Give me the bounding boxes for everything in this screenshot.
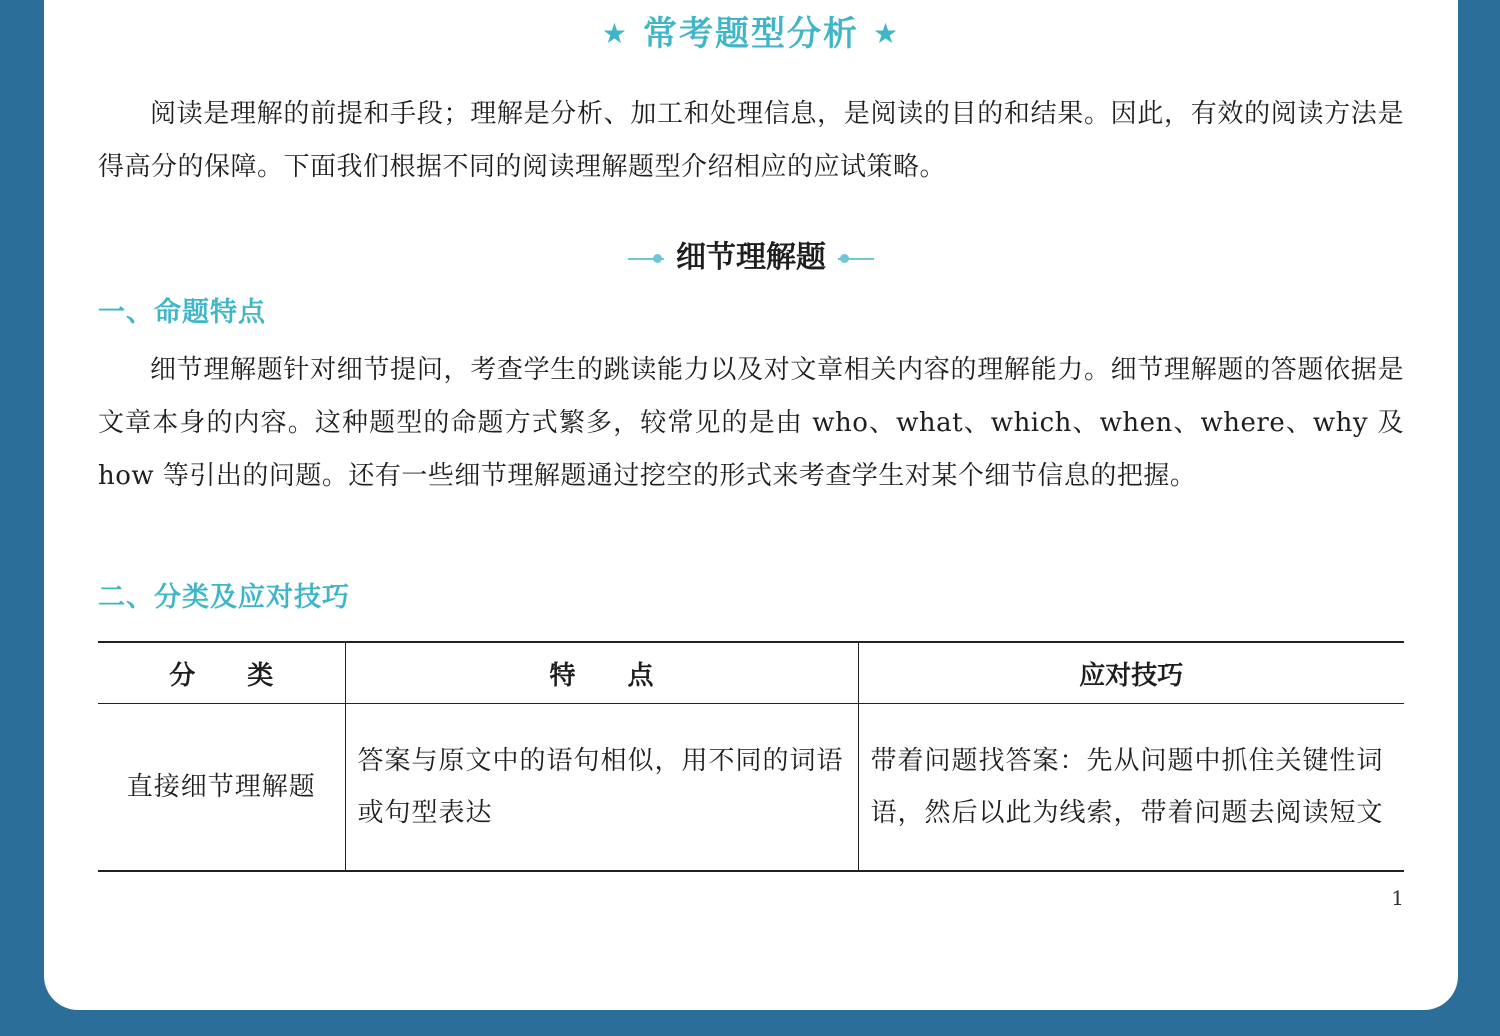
document-page: [44, 0, 1458, 1010]
detail-paragraph: 细节理解题针对细节提问，考查学生的跳读能力以及对文章相关内容的理解能力。细节理解题的答题依据是文章本身的内容。这种题型的命题方式繁多，较常见的是由 who、what、which、when、where、why 及 how 等引出的问题。还有一些细节理解题通过挖空的形式来考查学生对某个细节信息的把握。: [98, 355, 1404, 491]
section-title: [98, 232, 1404, 276]
table-row: [98, 704, 1404, 872]
header-category: 分 类: [98, 642, 345, 704]
intro-paragraph: 阅读是理解的前提和手段；理解是分析、加工和处理信息，是阅读的目的和结果。因此，有效的阅读方法是得高分的保障。下面我们根据不同的阅读理解题型介绍相应的应试策略。: [98, 99, 1404, 182]
divider-ornament-left-icon: [628, 258, 664, 260]
heading-classification: 二、分类及应对技巧: [98, 582, 350, 613]
star-icon-right: ★: [873, 17, 901, 50]
main-title-text: 常考题型分析: [643, 14, 859, 54]
cell-feature: 答案与原文中的语句相似，用不同的词语或句型表达: [345, 704, 858, 872]
star-icon-left: ★: [601, 17, 629, 50]
table-header-row: [98, 642, 1404, 704]
divider-ornament-right-icon: [838, 258, 874, 260]
cell-category: 直接细节理解题: [126, 772, 316, 802]
cell-technique: 带着问题找答案：先从问题中抓住关键性词语，然后以此为线索，带着问题去阅读短文: [858, 704, 1404, 872]
header-feature: 特 点: [345, 642, 858, 704]
strategy-table: [98, 641, 1404, 872]
header-technique: 应对技巧: [858, 642, 1404, 704]
heading-question-features: 一、命题特点: [98, 297, 266, 328]
page-number: 1: [1391, 886, 1404, 910]
section-title-text: 细节理解题: [676, 240, 826, 275]
main-title: [98, 6, 1404, 55]
